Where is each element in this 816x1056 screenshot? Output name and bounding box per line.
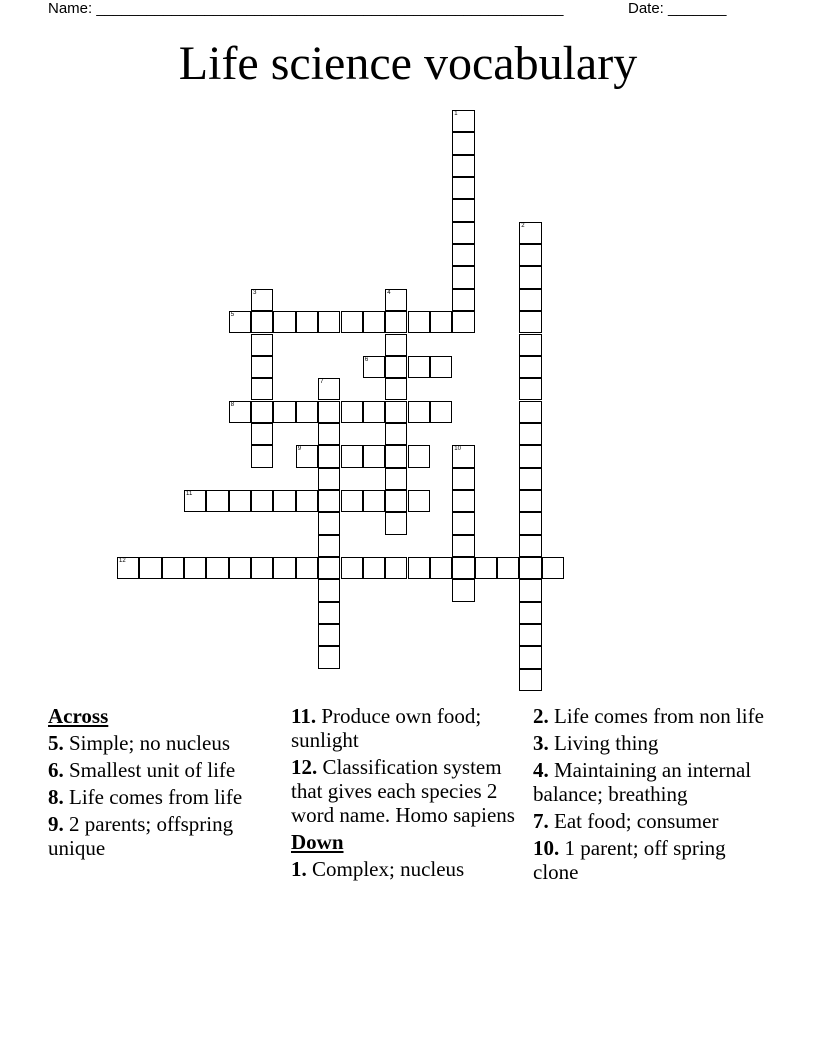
grid-cell[interactable] <box>385 356 407 378</box>
grid-cell[interactable] <box>363 401 385 423</box>
grid-cell[interactable] <box>184 490 206 512</box>
cell-number: 6 <box>364 356 369 363</box>
grid-cell[interactable] <box>452 289 474 311</box>
grid-cell[interactable] <box>430 356 452 378</box>
grid-cell[interactable] <box>251 557 273 579</box>
grid-cell[interactable] <box>519 244 541 266</box>
grid-cell[interactable] <box>318 378 340 400</box>
clue-number: 1. <box>291 857 307 881</box>
grid-cell[interactable] <box>408 490 430 512</box>
clue-text: 1 parent; off spring clone <box>533 836 726 884</box>
grid-cell[interactable] <box>519 378 541 400</box>
grid-cell[interactable] <box>519 557 541 579</box>
grid-cell[interactable] <box>452 311 474 333</box>
grid-cell[interactable] <box>296 311 318 333</box>
grid-cell[interactable] <box>452 199 474 221</box>
grid-cell[interactable] <box>519 445 541 467</box>
grid-cell[interactable] <box>363 445 385 467</box>
cell-number: 3 <box>253 289 257 296</box>
grid-cell[interactable] <box>452 110 474 132</box>
clue-text: Produce own food; sunlight <box>291 704 482 752</box>
grid-cell[interactable] <box>184 557 206 579</box>
grid-cell[interactable] <box>519 579 541 601</box>
grid-cell[interactable] <box>519 535 541 557</box>
clue-number: 4. <box>533 758 549 782</box>
clue-across-8 <box>48 785 280 809</box>
clue-text: Life comes from life <box>63 785 243 809</box>
grid-cell[interactable] <box>341 401 363 423</box>
clue-down-2 <box>533 704 765 728</box>
clue-number: 5. <box>48 731 64 755</box>
clue-across-9 <box>48 812 280 860</box>
grid-cell[interactable] <box>452 266 474 288</box>
grid-cell[interactable] <box>408 557 430 579</box>
clue-text: 2 parents; offspring unique <box>48 812 234 860</box>
grid-cell[interactable] <box>341 557 363 579</box>
cell-number: 1 <box>454 111 458 117</box>
grid-cell[interactable] <box>318 423 340 445</box>
grid-cell[interactable] <box>363 311 385 333</box>
grid-cell[interactable] <box>519 624 541 646</box>
grid-cell[interactable] <box>452 445 474 467</box>
grid-cell[interactable] <box>229 401 251 423</box>
grid-cell[interactable] <box>318 512 340 534</box>
grid-cell[interactable] <box>318 401 340 423</box>
grid-cell[interactable] <box>519 490 541 512</box>
clue-text: Life comes from non life <box>548 704 764 728</box>
grid-cell[interactable] <box>251 356 273 378</box>
grid-cell[interactable] <box>341 445 363 467</box>
grid-cell[interactable] <box>519 401 541 423</box>
grid-cell[interactable] <box>117 557 139 579</box>
grid-cell[interactable] <box>251 311 273 333</box>
clue-number: 10. <box>533 836 560 860</box>
grid-cell[interactable] <box>229 490 251 512</box>
grid-cell[interactable] <box>408 356 430 378</box>
cell-number: 8 <box>230 401 235 408</box>
grid-cell[interactable] <box>452 512 474 534</box>
grid-cell[interactable] <box>408 445 430 467</box>
grid-cell[interactable] <box>385 378 407 400</box>
grid-cell[interactable] <box>519 222 541 244</box>
grid-cell[interactable] <box>452 155 474 177</box>
grid-cell[interactable] <box>273 311 295 333</box>
grid-cell[interactable] <box>452 535 474 557</box>
grid-cell[interactable] <box>519 356 541 378</box>
grid-cell[interactable] <box>385 401 407 423</box>
grid-cell[interactable] <box>452 177 474 199</box>
grid-cell[interactable] <box>229 557 251 579</box>
grid-cell[interactable] <box>452 557 474 579</box>
grid-cell[interactable] <box>206 490 228 512</box>
clue-text: Smallest unit of life <box>63 758 236 782</box>
grid-cell[interactable] <box>519 311 541 333</box>
clue-number: 3. <box>533 731 549 755</box>
clue-down-7 <box>533 809 765 833</box>
clue-number: 11. <box>291 704 317 728</box>
grid-cell[interactable] <box>385 557 407 579</box>
clue-across-5 <box>48 731 280 755</box>
grid-cell[interactable] <box>475 557 497 579</box>
grid-cell[interactable] <box>385 423 407 445</box>
grid-cell[interactable] <box>385 311 407 333</box>
clue-text: Classification system that gives each species 2 word name. Homo sapiens <box>291 755 515 827</box>
cell-number: 12 <box>119 558 126 564</box>
grid-cell[interactable] <box>519 423 541 445</box>
grid-cell[interactable] <box>318 535 340 557</box>
grid-cell[interactable] <box>519 602 541 624</box>
cell-number: 10 <box>454 446 461 453</box>
grid-cell[interactable] <box>519 289 541 311</box>
clue-across-6 <box>48 758 280 782</box>
clue-across-12 <box>291 755 523 827</box>
grid-cell[interactable] <box>519 468 541 490</box>
clue-number: 9. <box>48 812 64 836</box>
grid-cell[interactable] <box>385 445 407 467</box>
clue-down-1 <box>291 857 523 881</box>
grid-cell[interactable] <box>251 423 273 445</box>
grid-cell[interactable] <box>385 334 407 356</box>
clue-across-11 <box>291 704 523 752</box>
clue-down-4 <box>533 758 765 806</box>
grid-cell[interactable] <box>452 468 474 490</box>
cell-number: 7 <box>320 379 324 386</box>
grid-cell[interactable] <box>452 222 474 244</box>
grid-cell[interactable] <box>408 401 430 423</box>
clue-text: Living thing <box>548 731 659 755</box>
grid-cell[interactable] <box>452 579 474 601</box>
grid-cell[interactable] <box>519 669 541 691</box>
cell-number: 4 <box>387 289 391 296</box>
cell-number: 9 <box>297 446 302 453</box>
clue-down-10 <box>533 836 765 884</box>
grid-cell[interactable] <box>296 557 318 579</box>
grid-cell[interactable] <box>206 557 228 579</box>
grid-cell[interactable] <box>273 490 295 512</box>
grid-cell[interactable] <box>408 311 430 333</box>
clue-down-3 <box>533 731 765 755</box>
grid-cell[interactable] <box>519 646 541 668</box>
clue-number: 12. <box>291 755 318 779</box>
grid-cell[interactable] <box>363 490 385 512</box>
grid-cell[interactable] <box>452 490 474 512</box>
grid-cell[interactable] <box>251 334 273 356</box>
grid-cell[interactable] <box>139 557 161 579</box>
cell-number: 5 <box>230 312 235 319</box>
clue-text: Complex; nucleus <box>306 857 465 881</box>
grid-cell[interactable] <box>318 445 340 467</box>
grid-cell[interactable] <box>318 468 340 490</box>
cell-number: 11 <box>186 490 193 497</box>
grid-cell[interactable] <box>162 557 184 579</box>
page-title: Life science vocabulary <box>178 37 638 90</box>
clue-number: 6. <box>48 758 64 782</box>
clues-column-2 <box>291 704 523 884</box>
grid-cell[interactable] <box>385 468 407 490</box>
grid-cell[interactable] <box>229 311 251 333</box>
grid-cell[interactable] <box>318 624 340 646</box>
grid-cell[interactable] <box>251 378 273 400</box>
clue-number: 8. <box>48 785 64 809</box>
grid-cell[interactable] <box>273 557 295 579</box>
grid-cell[interactable] <box>318 490 340 512</box>
grid-cell[interactable] <box>363 557 385 579</box>
grid-cell[interactable] <box>385 289 407 311</box>
grid-cell[interactable] <box>430 311 452 333</box>
grid-cell[interactable] <box>318 646 340 668</box>
cell-number: 2 <box>521 222 525 229</box>
grid-cell[interactable] <box>385 490 407 512</box>
grid-cell[interactable] <box>251 490 273 512</box>
grid-cell[interactable] <box>296 445 318 467</box>
grid-cell[interactable] <box>318 602 340 624</box>
grid-cell[interactable] <box>318 579 340 601</box>
grid-cell[interactable] <box>542 557 564 579</box>
grid-cell[interactable] <box>519 266 541 288</box>
grid-cell[interactable] <box>519 512 541 534</box>
clue-number: 7. <box>533 809 549 833</box>
grid-cell[interactable] <box>452 244 474 266</box>
grid-cell[interactable] <box>251 445 273 467</box>
grid-cell[interactable] <box>519 334 541 356</box>
clues-column-1 <box>48 704 280 863</box>
across-heading: Across <box>48 704 109 728</box>
grid-cell[interactable] <box>296 401 318 423</box>
clue-text: Eat food; consumer <box>548 809 719 833</box>
grid-cell[interactable] <box>318 311 340 333</box>
clue-number: 2. <box>533 704 549 728</box>
grid-cell[interactable] <box>296 490 318 512</box>
down-heading: Down <box>291 830 344 854</box>
grid-cell[interactable] <box>497 557 519 579</box>
grid-cell[interactable] <box>452 132 474 154</box>
name-field[interactable]: Name: ________________________________________________________ <box>48 0 564 17</box>
date-field[interactable]: Date: _______ <box>628 0 727 17</box>
grid-cell[interactable] <box>341 490 363 512</box>
grid-cell[interactable] <box>341 311 363 333</box>
grid-cell[interactable] <box>385 512 407 534</box>
grid-cell[interactable] <box>318 557 340 579</box>
grid-cell[interactable] <box>251 289 273 311</box>
grid-cell[interactable] <box>430 401 452 423</box>
grid-cell[interactable] <box>251 401 273 423</box>
grid-cell[interactable] <box>430 557 452 579</box>
clue-text: Simple; no nucleus <box>63 731 230 755</box>
clue-text: Maintaining an internal balance; breathing <box>533 758 752 806</box>
grid-cell[interactable] <box>363 356 385 378</box>
clues-column-3 <box>533 704 765 887</box>
grid-cell[interactable] <box>273 401 295 423</box>
